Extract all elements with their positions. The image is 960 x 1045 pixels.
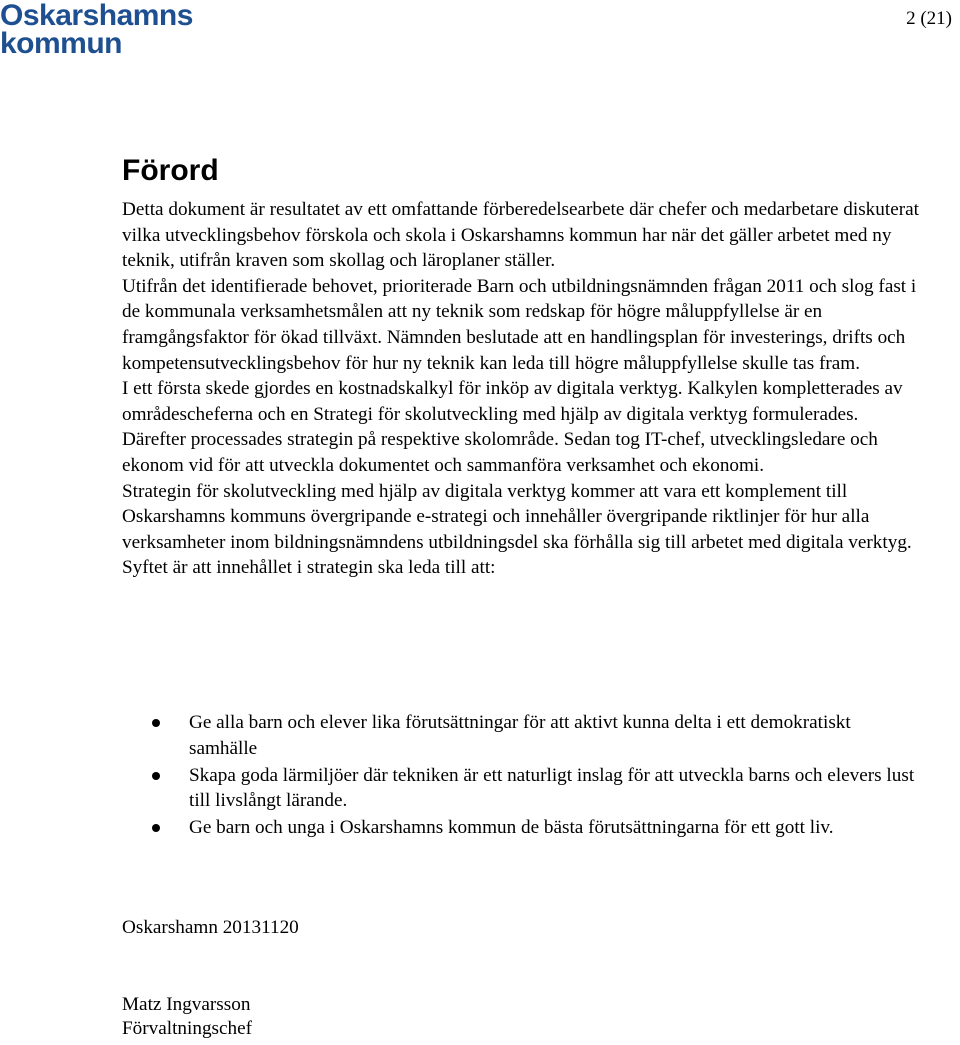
paragraph: Syftet är att innehållet i strategin ska leda till att: — [122, 557, 496, 579]
preface-body — [122, 197, 922, 581]
bullet-icon — [152, 772, 160, 780]
bullet-icon — [152, 719, 160, 727]
list-item — [122, 763, 922, 814]
municipality-logo — [0, 2, 193, 58]
paragraph: Utifrån det identifierade behovet, prioriterade Barn och utbildningsnämnden frågan 2011 och slog fast i de kommunala verksamhetsmålen att ny teknik som redskap för högre måluppfyllelse är en framgångsfaktor för ökad tillväxt. Nämnden beslutade att en handlingsplan för investerings, drifts och kompetensutvecklingsbehov för hur ny teknik kan leda till högre måluppfyllelse skulle tas fram. — [122, 275, 917, 374]
page-number: 2 (21) — [906, 8, 952, 29]
paragraph: Strategin för skolutveckling med hjälp av digitala verktyg kommer att vara ett komplement till Oskarshamns kommuns övergripande e-strategi och innehåller övergripande riktlinjer för hur alla verksamheter inom bildningsnämndens utbildningsdel ska förhålla sig till arbetet med digitala verktyg. — [122, 480, 912, 553]
page-title: Förord — [122, 154, 219, 187]
bullet-icon — [152, 824, 160, 832]
list-item — [122, 710, 922, 761]
list-item-text: Ge barn och unga i Oskarshamns kommun de bästa förutsättningarna för ett gott liv. — [189, 817, 834, 839]
signer-name: Matz Ingvarsson — [122, 994, 251, 1015]
paragraph: I ett första skede gjordes en kostnadskalkyl för inköp av digitala verktyg. Kalkylen kompletterades av områdescheferna och en Strategi för skolutveckling med hjälp av digitala verktyg formulerades. Därefter processades strategin på respektive skolområde. Sedan tog IT-chef, utvecklingsledare och ekonom vid för att utveckla dokumentet och sammanföra verksamhet och ekonomi. — [122, 378, 903, 476]
paragraph: Detta dokument är resultatet av ett omfattande förberedelsearbete där chefer och medarbetare diskuterat vilka utvecklingsbehov förskola och skola i Oskarshamns kommun har när det gäller arbetet med ny teknik, utifrån kraven som skollag och läroplaner ställer. — [122, 199, 919, 272]
list-item-text: Ge alla barn och elever lika förutsättningar för att aktivt kunna delta i ett demokratiskt samhälle — [189, 712, 851, 759]
place-date: Oskarshamn 20131120 — [122, 917, 299, 938]
signer-title: Förvaltningschef — [122, 1018, 253, 1039]
logo-line-2: kommun — [0, 27, 123, 60]
list-item — [122, 815, 922, 841]
goals-list — [122, 710, 922, 842]
logo-line-1: Oskarshamns — [0, 0, 193, 32]
list-item-text: Skapa goda lärmiljöer där tekniken är ett naturligt inslag för att utveckla barns och elevers lust till livslångt lärande. — [189, 764, 915, 812]
